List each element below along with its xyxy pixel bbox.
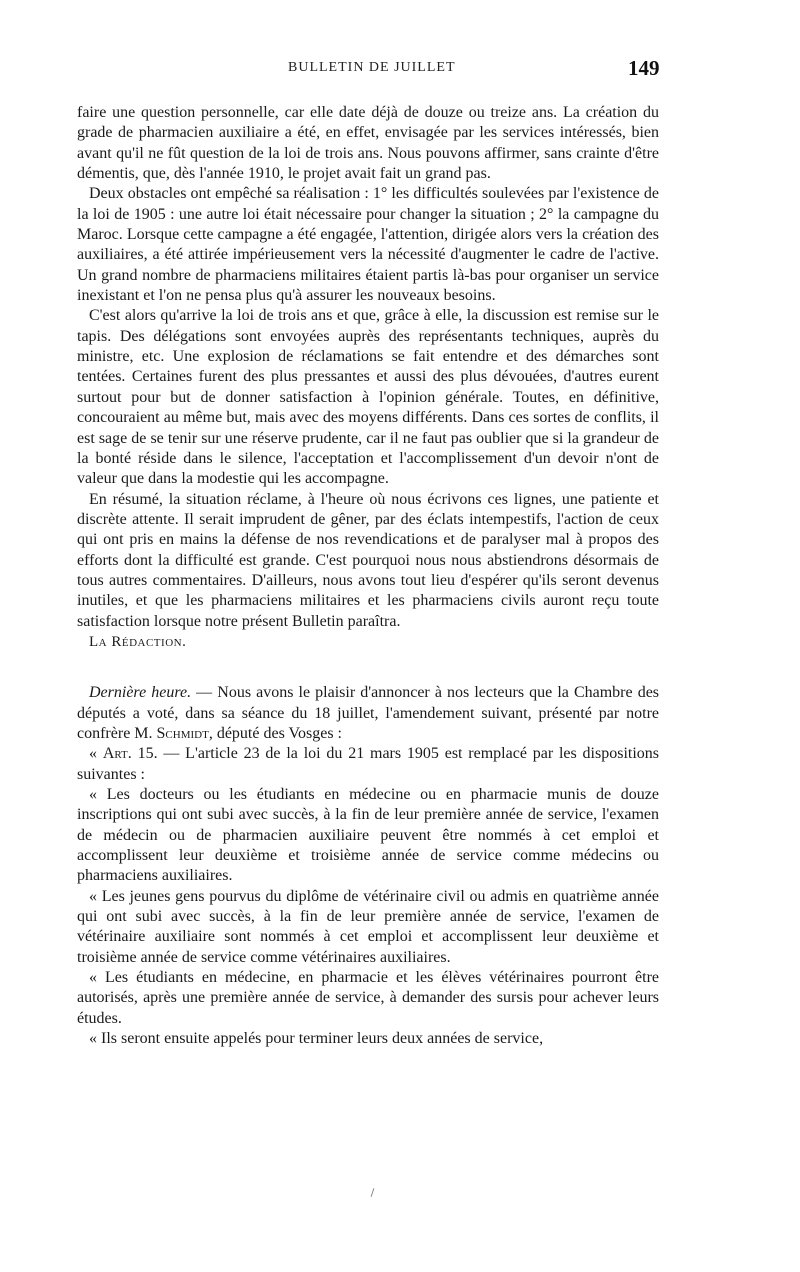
stray-mark	[371, 1188, 375, 1197]
paragraph-article-15	[77, 744, 659, 785]
section-gap	[77, 652, 659, 683]
latest-news-text-a: Nous avons le plaisir d'annoncer à nos lecteurs que la Chambre des députés a voté, dans sa séance du 18 juillet, l'amendement suivant, présenté par notre confrère M.	[77, 684, 660, 742]
deputy-name: Schmidt	[156, 724, 209, 742]
page-number: 149	[628, 56, 660, 80]
quote-open: «	[89, 745, 103, 763]
paragraph-2: Deux obstacles ont empêché sa réalisation : 1° les difficultés soulevées par l'existence de la loi de 1905 : une autre loi était nécessaire pour changer la situation ; 2° la campagne du Maroc. Lorsque cette campagne a été engagée, l'attention, dirigée alors vers la création des auxiliaires, a été attirée impérieusement vers la nécessité d'augmenter le cadre de l'active. Un grand nombre de pharmaciens militaires étaient partis là-bas pour organiser un service inexistant et l'on ne pensa plus qu'à assurer les nouveaux besoins.	[77, 185, 659, 305]
article-15-text: 15. — L'article 23 de la loi du 21 mars 1905 est remplacé par les dispositions suivantes :	[77, 745, 660, 783]
paragraph-3: C'est alors qu'arrive la loi de trois ans et que, grâce à elle, la discussion est remise sur le tapis. Des délégations sont envoyées auprès des représentants techniques, auprès du ministre, etc. Une explosion de réclamations se fait entendre et des démarches sont tentées. Certaines furent des plus pressantes et aussi des plus dévouées, d'autres eurent surtout pour but de donner satisfaction à l'opinion générale. Toutes, en définitive, concouraient au même but, mais avec des moyens différents. Dans ces sortes de conflits, il est sage de se tenir sur une réserve prudente, car il ne faut pas oublier que si la grandeur de la bonté réside dans le silence, l'acceptation et l'accomplissement d'un devoir n'ont de valeur que dans la modestie qui les accompagne.	[77, 307, 659, 488]
paragraph-students: « Les étudiants en médecine, en pharmacie et les élèves vétérinaires pourront être autorisés, après une première année de service, à demander des sursis pour achever leurs études.	[77, 969, 659, 1027]
paragraph-veterinarians: « Les jeunes gens pourvus du diplôme de vétérinaire civil ou admis en quatrième année qui ont subi avec succès, à la fin de leur première année de service, l'examen de vétérinaire auxiliaire sont nommés à cet emploi et accomplissent leur deuxième et troisième année de service comme vétérinaires auxiliaires.	[77, 887, 659, 966]
latest-news-dash: —	[191, 684, 218, 702]
running-header: BULLETIN DE JUILLET	[288, 60, 456, 75]
latest-news-text-b: , député des Vosges :	[208, 724, 342, 742]
paragraph-doctors: « Les docteurs ou les étudiants en médecine ou en pharmacie munis de douze inscriptions qui ont subi avec succès, à la fin de leur première année de service, l'examen de médecin ou de pharmacien auxiliaire peuvent être nommés à cet emploi et accomplissent leur deuxième et troisième année de service comme médecins ou pharmaciens auxiliaires.	[77, 786, 659, 885]
paragraph-1: faire une question personnelle, car elle date déjà de douze ou treize ans. La création du grade de pharmacien auxiliaire a été, en effet, envisagée par les services intéressés, bien avant qu'il ne fût question de la loi de trois ans. Nous pouvons affirmer, sans crainte d'être démentis, que, dès l'année 1910, le projet avait fait un grand pas.	[77, 104, 659, 183]
article-abbrev: Art.	[102, 745, 132, 763]
paragraph-4: En résumé, la situation réclame, à l'heure où nous écrivons ces lignes, une patiente et discrète attente. Il serait imprudent de gêner, par des éclats intempestifs, l'action de ceux qui ont pris en mains la défense de nos revendications et de paralyser mal à propos des efforts dont la difficulté est grande. C'est pourquoi nous nous abstiendrons désormais de tous autres commentaires. D'ailleurs, nous avons tout lieu d'espérer qu'ils seront devenus inutiles, et que les pharmaciens militaires et les pharmaciens civils auront reçu toute satisfaction lorsque notre présent Bulletin paraîtra.	[77, 490, 659, 630]
signature: La Rédaction.	[89, 633, 187, 650]
latest-news-heading: Dernière heure.	[89, 684, 192, 702]
paragraph-final: « Ils seront ensuite appelés pour terminer leurs deux années de service,	[89, 1030, 544, 1048]
article-body	[77, 103, 659, 1049]
paragraph-latest-news	[77, 683, 659, 744]
